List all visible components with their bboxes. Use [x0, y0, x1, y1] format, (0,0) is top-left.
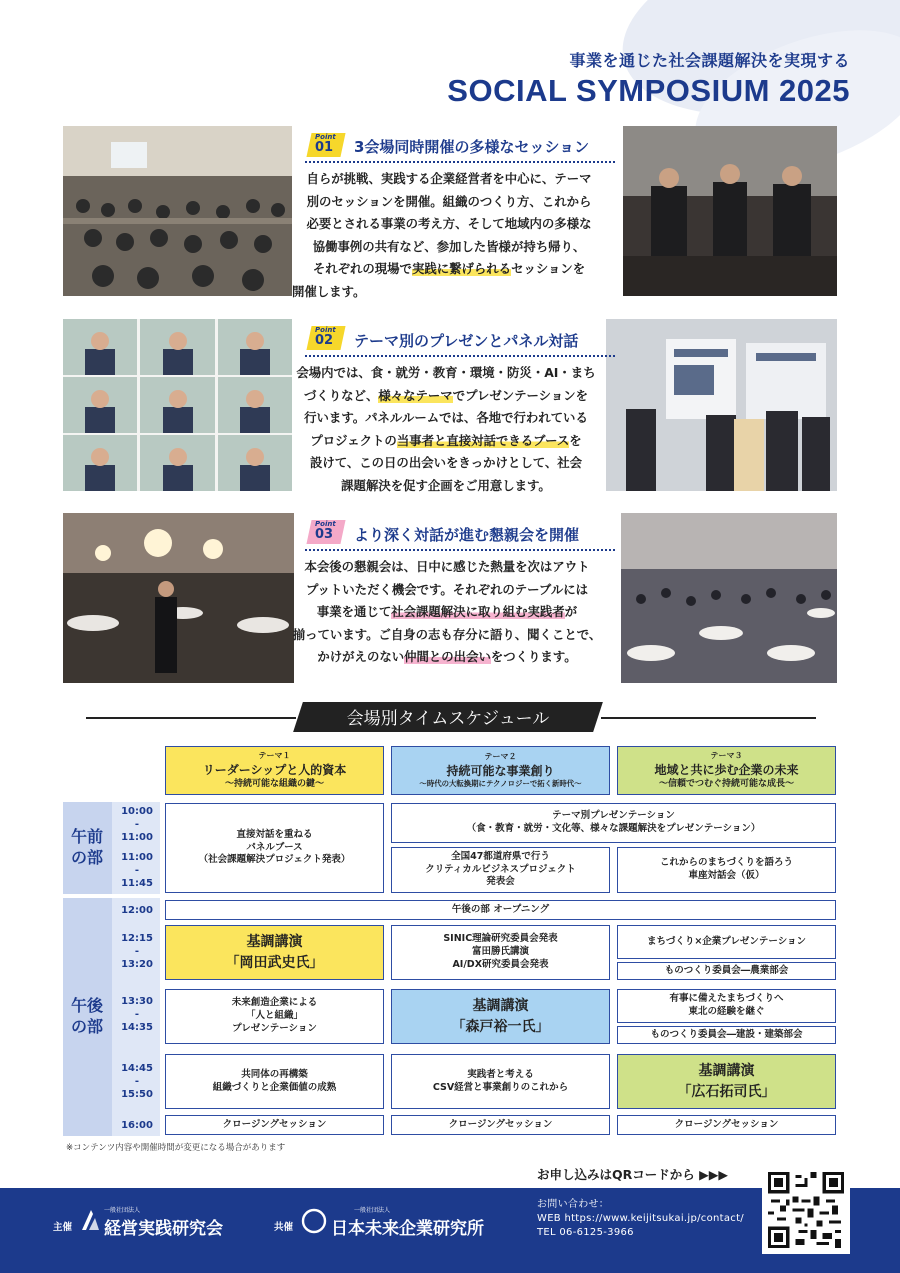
body-line: 行います。パネルルームでは、各地で行われている	[304, 410, 588, 425]
schedule-title: 会場別タイムスケジュール	[346, 709, 550, 729]
time-slot: 12:15 - 13:20	[121, 933, 153, 970]
page-header	[447, 48, 850, 109]
time-slot: 13:30 - 14:35	[121, 996, 153, 1033]
contact-info: お問い合わせ： WEB https://www.keijitsukai.jp/contact/ TEL 06-6125-3966	[537, 1199, 744, 1238]
body-line: プロジェクトの当事者と直接対話できるブースを	[310, 432, 582, 448]
networking-party-photo	[63, 513, 294, 683]
body-line: 事業を通じて社会課題解決に取り組む実践者が	[316, 604, 578, 619]
schedule-cell: これからのまちづくりを語ろう 車座対話会（仮）	[617, 847, 836, 893]
body-line: 協働事例の共有など、参加した皆様が持ち帰り、	[312, 238, 586, 254]
time-slot: 10:00 - 11:00	[121, 806, 153, 843]
page-subtitle: 事業を通じた社会課題解決を実現する	[569, 51, 850, 70]
host-org-name: 経営実践研究会	[104, 1219, 223, 1239]
point-badge	[305, 514, 349, 546]
schedule-cell: テーマ別プレゼンテーション （食・教育・就労・文化等、様々な課題解決をプレゼンテーション）	[391, 803, 836, 843]
time-slot: 11:00 - 11:45	[121, 852, 153, 889]
schedule-cell: クロージングセッション	[617, 1115, 836, 1135]
schedule-heading	[86, 700, 816, 734]
qr-code[interactable]	[762, 1166, 850, 1254]
point-body	[283, 556, 611, 669]
conference-audience-photo	[63, 126, 292, 296]
time-slot: 16:00	[121, 1120, 153, 1131]
keynote-cell: 基調講演 「岡田武史氏」	[165, 925, 384, 980]
heading-rule	[86, 717, 296, 719]
body-line: 別のセッションを開催。組織のつくり方、これから	[306, 193, 592, 209]
keynote-cell: 基調講演 「広石拓司氏」	[617, 1054, 836, 1109]
highlight-text: 仲間との出会い	[404, 649, 491, 664]
contact-web-link[interactable]: WEB https://www.keijitsukai.jp/contact/	[537, 1213, 744, 1224]
badge-number: 03	[315, 527, 334, 542]
body-line: 自らが挑戦、実践する企業経営者を中心に、テーマ	[306, 171, 592, 186]
page-title: SOCIAL SYMPOSIUM 2025	[447, 73, 850, 108]
heading-rule	[601, 717, 816, 719]
contact-phone: TEL 06-6125-3966	[537, 1227, 634, 1238]
host-org-type: 一般社団法人	[104, 1207, 141, 1214]
schedule-cell: ものつくり委員会―建設・建築部会	[617, 1026, 836, 1044]
schedule-cell: 未来創造企業による 「人と組織」 プレゼンテーション	[165, 989, 384, 1044]
body-line: 設けて、この日の出会いをきっかけとして、社会	[309, 455, 583, 470]
schedule-cell: 有事に備えたまちづくりへ 東北の経験を継ぐ	[617, 989, 836, 1023]
dotted-divider	[305, 549, 615, 551]
host-logo-icon	[79, 1208, 101, 1232]
schedule-note: ※コンテンツ内容や開催時間が変更になる場合があります	[66, 1143, 286, 1153]
am-session-label: 午前 の部	[70, 827, 103, 867]
body-line: 会場内では、食・就労・教育・環境・防災・AI・まち	[296, 365, 596, 380]
highlight-text: 当事者と直接対話できるブース	[396, 432, 570, 448]
body-line: かけがえのない仲間との出会いをつくります。	[317, 649, 577, 664]
point-body	[290, 168, 608, 303]
point-title: 3会場同時開催の多様なセッション	[354, 138, 590, 156]
host-label: 主催	[53, 1222, 73, 1233]
schedule-cell: 直接対話を重ねる パネルブース （社会課題解決プロジェクト発表）	[165, 803, 384, 893]
point-badge	[305, 320, 349, 352]
body-line: づくりなど、様々なテーマでプレゼンテーションを	[304, 387, 588, 403]
body-line: 課題解決を促す企画をご用意します。	[341, 477, 551, 493]
dotted-divider	[305, 355, 615, 357]
body-line: それぞれの現場で実践に繋げられるセッションを	[312, 261, 586, 276]
point-title: より深く対話が進む懇親会を開催	[354, 526, 580, 544]
highlight-text: 実践に繋げられる	[411, 261, 512, 276]
panel-discussion-photo	[623, 126, 837, 296]
schedule-cell: 実践者と考える CSV経営と事業創りのこれから	[391, 1054, 610, 1109]
schedule-cell: まちづくり×企業プレゼンテーション	[617, 925, 836, 959]
cohost-logo-icon	[301, 1208, 327, 1234]
badge-label: Point	[315, 326, 336, 334]
badge-label: Point	[315, 520, 336, 528]
badge-label: Point	[315, 133, 336, 141]
cohost-org-type: 一般社団法人	[354, 1207, 391, 1214]
apply-cta: お申し込みはQRコードから ▶▶▶	[537, 1167, 728, 1182]
highlight-text: 様々なテーマ	[378, 387, 453, 403]
schedule-cell: 全国47都道府県で行う クリティカルビジネスプロジェクト 発表会	[391, 847, 610, 893]
schedule-cell: SINIC理論研究委員会発表 富田勝氏講演 AI/DX研究委員会発表	[391, 925, 610, 980]
dotted-divider	[305, 161, 615, 163]
cohost-org-name: 日本未来企業研究所	[331, 1219, 484, 1239]
schedule-cell: クロージングセッション	[391, 1115, 610, 1135]
body-line: 本会後の懇親会は、日中に感じた熱量を次はアウト	[304, 559, 590, 574]
schedule-cell: 午後の部 オープニング	[165, 900, 836, 920]
body-line: プットいただく機会です。それぞれのテーブルには	[305, 581, 588, 597]
badge-number: 02	[315, 333, 334, 348]
point-title: テーマ別のプレゼンとパネル対話	[354, 332, 579, 350]
pm-session-label: 午後 の部	[70, 996, 103, 1036]
schedule-cell: 共同体の再構築 組織づくりと企業価値の成熟	[165, 1054, 384, 1109]
theme-2-header: テーマ２ 持続可能な事業創り ～時代の大転換期にテクノロジーで拓く新時代～	[391, 746, 610, 795]
poster-booth-photo	[606, 319, 837, 491]
keynote-cell: 基調講演 「森戸裕一氏」	[391, 989, 610, 1044]
banquet-hall-photo	[621, 513, 837, 683]
point-body	[286, 362, 606, 497]
theme-1-header: テーマ１ リーダーシップと人的資本 ～持続可能な組織の鍵～	[165, 746, 384, 795]
body-line: 必要とされる事業の考え方、そして地域内の多様な	[306, 216, 592, 231]
point-badge	[305, 127, 349, 159]
time-slot: 12:00	[121, 905, 153, 916]
body-line: 揃っています。ご自身の志も存分に語り、聞くことで、	[292, 626, 602, 642]
schedule-cell: ものつくり委員会―農業部会	[617, 962, 836, 980]
speakers-collage-photo	[63, 319, 292, 491]
body-line: 開催します。	[292, 283, 366, 299]
time-slot: 14:45 - 15:50	[121, 1063, 153, 1100]
badge-number: 01	[315, 140, 334, 155]
theme-3-header: テーマ３ 地域と共に歩む企業の未来 ～信頼でつむぐ持続可能な成長～	[617, 746, 836, 795]
cohost-label: 共催	[274, 1222, 294, 1233]
schedule-cell: クロージングセッション	[165, 1115, 384, 1135]
highlight-text: 社会課題解決に取り組む実践者	[391, 604, 565, 619]
